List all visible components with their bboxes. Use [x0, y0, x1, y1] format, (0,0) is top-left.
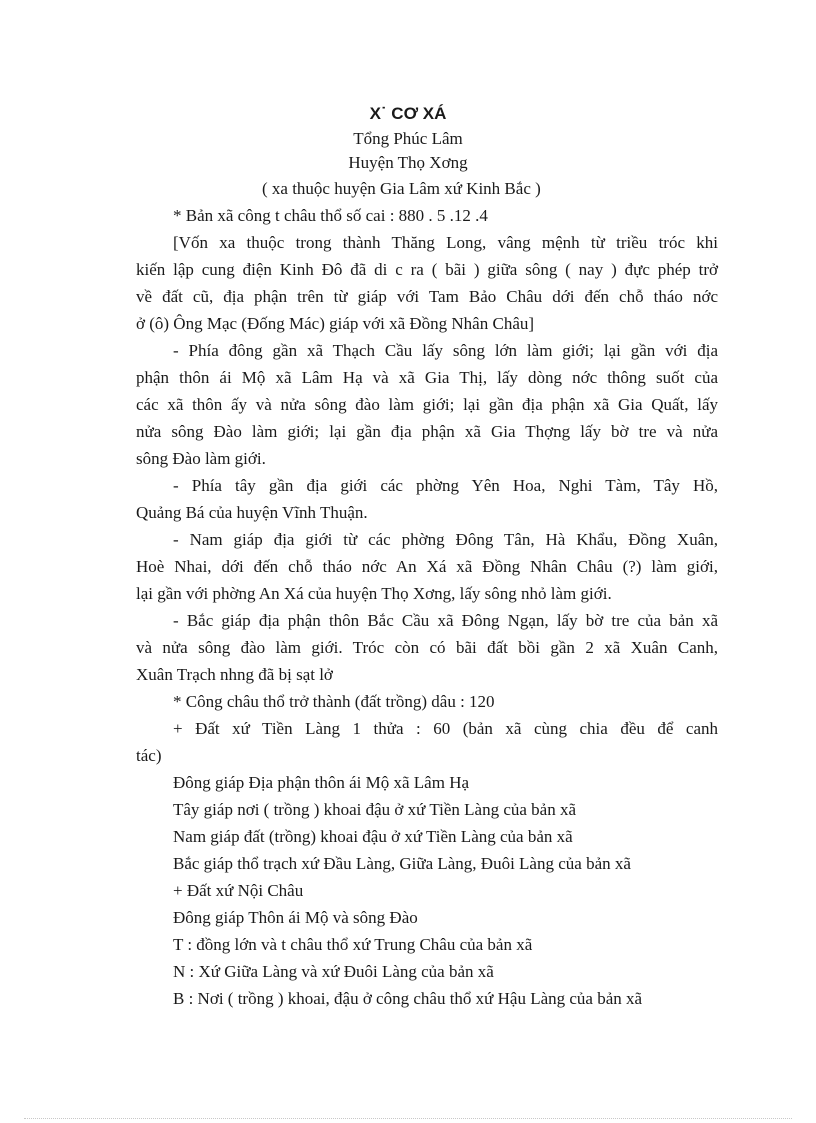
- text-line: Quảng Bá của huyện Vĩnh Thuận.: [136, 503, 368, 522]
- text-line: - Phía tây gần địa giới các phờng Yên Hoa, Nghi Tàm, Tây Hồ,: [173, 476, 718, 495]
- subtitle-canton: Tổng Phúc Lâm: [353, 129, 463, 148]
- text-line: phận thôn ái Mộ xã Lâm Hạ và xã Gia Thị, lấy dòng nớc thông suốt của: [136, 368, 718, 387]
- text-line: sông Đào làm giới.: [136, 449, 266, 468]
- document-title: X˙ CƠ XÁ: [369, 104, 447, 123]
- text-line: Tây giáp nơi ( trồng ) khoai đậu ở xứ Tiền Làng của bản xã: [173, 800, 576, 819]
- text-line: [Vốn xa thuộc trong thành Thăng Long, vâng mệnh từ triều tróc khi: [173, 233, 718, 252]
- text-line: * Công châu thổ trở thành (đất trồng) dâu : 120: [173, 692, 495, 711]
- text-line: + Đất xứ Nội Châu: [173, 881, 304, 900]
- text-line: N : Xứ Giữa Làng và xứ Đuôi Làng của bản xã: [173, 962, 494, 981]
- text-line: về đất cũ, địa phận trên từ giáp với Tam Bảo Châu dới đến chỗ tháo nớc: [136, 287, 718, 306]
- text-line: tác): [136, 746, 162, 765]
- text-line: Đông giáp Địa phận thôn ái Mộ xã Lâm Hạ: [173, 773, 470, 792]
- text-line: ở (ô) Ông Mạc (Đống Mác) giáp với xã Đồng Nhân Châu]: [136, 314, 535, 333]
- text-line: và nửa sông đào làm giới. Tróc còn có bãi đất bồi gần 2 xã Xuân Canh,: [136, 638, 718, 657]
- text-line: B : Nơi ( trồng ) khoai, đậu ở công châu thổ xứ Hậu Làng của bản xã: [173, 989, 643, 1008]
- text-line: - Nam giáp địa giới từ các phờng Đông Tân, Hà Khẩu, Đồng Xuân,: [173, 530, 718, 549]
- text-line: Bắc giáp thổ trạch xứ Đầu Làng, Giữa Làng, Đuôi Làng của bản xã: [173, 854, 631, 873]
- subtitle-district: Huyện Thọ Xơng: [348, 153, 468, 172]
- text-line: nửa sông Đào làm giới; lại gần địa phận xã Gia Thợng lấy bờ tre và nửa: [136, 422, 718, 441]
- text-line: + Đất xứ Tiền Làng 1 thửa : 60 (bản xã cùng chia đều để canh: [173, 719, 718, 738]
- text-line: - Bắc giáp địa phận thôn Bắc Cầu xã Đông Ngạn, lấy bờ tre của bản xã: [173, 611, 718, 630]
- text-line: kiến lập cung điện Kinh Đô đã di c ra ( bãi ) giữa sông ( nay ) đực phép trở: [136, 260, 718, 279]
- subtitle-note: ( xa thuộc huyện Gia Lâm xứ Kinh Bắc ): [262, 179, 541, 198]
- text-line: * Bản xã công t châu thổ số cai : 880 . 5 .12 .4: [173, 206, 488, 225]
- text-line: - Phía đông gần xã Thạch Cầu lấy sông lớn làm giới; lại gần với địa: [173, 341, 718, 360]
- text-line: Xuân Trạch nhng đã bị sạt lở: [136, 665, 333, 684]
- text-line: Đông giáp Thôn ái Mộ và sông Đào: [173, 908, 418, 927]
- text-line: Nam giáp đất (trồng) khoai đậu ở xứ Tiền Làng của bản xã: [173, 827, 573, 846]
- text-line: T : đồng lớn và t châu thổ xứ Trung Châu của bản xã: [173, 935, 533, 954]
- text-line: Hoè Nhai, dới đến chỗ tháo nớc An Xá xã Đồng Nhân Châu (?) làm giới,: [136, 557, 718, 576]
- page-bottom-divider: [24, 1118, 792, 1119]
- text-line: các xã thôn ấy và nửa sông đào làm giới; lại gần địa phận xã Gia Quất, lấy: [136, 395, 718, 414]
- text-line: lại gần với phờng An Xá của huyện Thọ Xơng, lấy sông nhỏ làm giới.: [136, 584, 612, 603]
